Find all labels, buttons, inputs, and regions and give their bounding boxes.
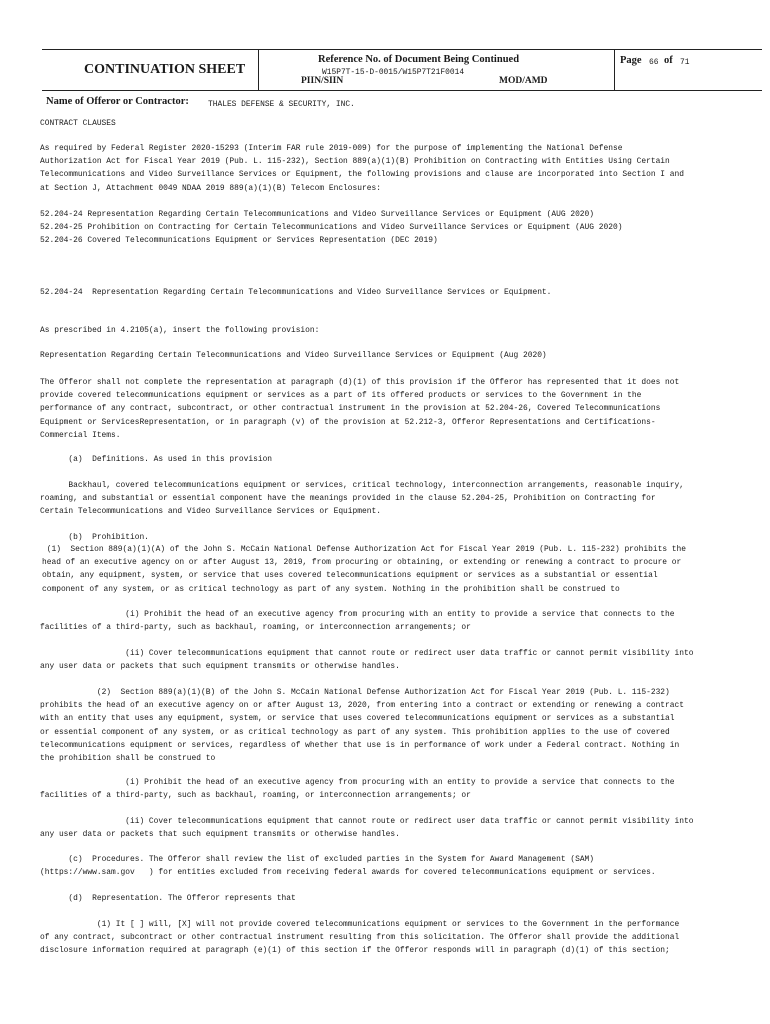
prohibition-b2-ii: (ii) Cover telecommunications equipment that cannot route or redirect user data traffic or cannot permit visibility into any user data or packets that such equipment transmits or otherwise handles. — [40, 817, 694, 840]
prohibition-b1: (1) Section 889(a)(1)(A) of the John S. McCain National Defense Authorization Act for Fiscal Year 2019 (Pub. L. 115-232) prohibits the head of an executive agency on or after August 13, 2019, from procuring or obtaining, or extending or renewing a contract to procure or obtain, any equipment, system, or service that uses covered telecommunications equipment or services as a substantial or essential component of any system, or as critical technology as part of any system. Nothing in the prohibition shall be construed to — [42, 545, 686, 594]
clause-list-item: 52.204-26 Covered Telecommunications Equipment or Services Representation (DEC 2019) — [40, 236, 438, 245]
header-divider-right — [614, 49, 615, 90]
sheet-title: CONTINUATION SHEET — [84, 62, 246, 77]
mod-amd-label: MOD/AMD — [499, 76, 548, 86]
header-top-rule — [42, 49, 762, 50]
prescribed-text: As prescribed in 4.2105(a), insert the following provision: — [40, 326, 320, 335]
prohibition-b1-ii: (ii) Cover telecommunications equipment that cannot route or redirect user data traffic or cannot permit visibility into any user data or packets that such equipment transmits or otherwise handles. — [40, 649, 694, 672]
page-total: 71 — [680, 58, 690, 67]
prohibition-b2-i: (i) Prohibit the head of an executive agency from procuring with an entity to provide a service that connects to the facilities of a third-party, such as backhaul, roaming, or interconnection arrangements; or — [40, 778, 675, 801]
reference-label: Reference No. of Document Being Continued — [318, 54, 520, 65]
prohibition-b1-i: (i) Prohibit the head of an executive agency from procuring with an entity to provide a service that connects to the facilities of a third-party, such as backhaul, roaming, or interconnection arrangements; or — [40, 610, 675, 633]
offeror-name: THALES DEFENSE & SECURITY, INC. — [208, 100, 355, 109]
prohibition-heading: (b) Prohibition. — [40, 533, 149, 542]
offeror-paragraph: The Offeror shall not complete the representation at paragraph (d)(1) of this provision if the Offeror has represented that it does not provide covered telecommunications equipment or services as a part of its offered products or services to the Government in the performance of any contract, subcontract, or other contractual instrument in the provision at 52.204-26, Covered Telecommunications Equipment or ServicesRepresentation, or in paragraph (v) of the provision at 52.212-3, Offeror Representations and Certifications- Commercial Items. — [40, 378, 680, 440]
piin-label: PIIN/SIIN — [301, 76, 344, 86]
reference-number: W15P7T-15-D-0015/W15P7T21F0014 — [322, 68, 465, 77]
representation-d1: (1) It [ ] will, [X] will not provide covered telecommunications equipment or services to the Government in the performance of any contract, subcontract or other contractual instrument resulting from this solicitation. The Offeror shall provide the additional disclosure information required at paragraph (e)(1) of this section if the Offeror responds will in paragraph (d)(1) of this section; — [40, 920, 680, 956]
definitions-heading: (a) Definitions. As used in this provision — [40, 455, 273, 464]
header-divider-left — [258, 49, 259, 90]
representation-heading: (d) Representation. The Offeror represents that — [40, 894, 296, 903]
header-bottom-rule — [42, 90, 762, 91]
definitions-paragraph: Backhaul, covered telecommunications equipment or services, critical technology, interconnection arrangements, reasonable inquiry, roaming, and substantial or essential component have the meanings provided in the clause 52.204-25, Prohibition on Contracting for Certain Telecommunications and Video Surveillance Services or Equipment. — [40, 481, 684, 517]
clause-list-item: 52.204-25 Prohibition on Contracting for Certain Telecommunications and Video Surveillance Services or Equipment (AUG 2020) — [40, 223, 623, 232]
section-title: CONTRACT CLAUSES — [40, 119, 116, 128]
page-current: 66 — [649, 58, 659, 67]
clause-heading: 52.204-24 Representation Regarding Certain Telecommunications and Video Surveillance Services or Equipment. — [40, 288, 552, 297]
intro-paragraph: As required by Federal Register 2020-15293 (Interim FAR rule 2019-009) for the purpose of implementing the National Defense Authorization Act for Fiscal Year 2019 (Pub. L. 115-232), Section 889(a)(1)(B) Prohibition on Contracting with Entities Using Certain Telecommunications and Video Surveillance Services or Equipment, the following provisions and clause are incorporated into Section I and at Section J, Attachment 0049 NDAA 2019 889(a)(1)(B) Telecom Enclosures: — [40, 144, 684, 193]
page-label: Page — [620, 55, 642, 66]
offeror-label: Name of Offeror or Contractor: — [46, 96, 189, 107]
procedures-paragraph: (c) Procedures. The Offeror shall review the list of excluded parties in the System for Award Management (SAM) (https://www.sam.gov ) for entities excluded from receiving federal awards for covered telecommunications equipment or services. — [40, 855, 656, 878]
clause-list-item: 52.204-24 Representation Regarding Certain Telecommunications and Video Surveillance Services or Equipment (AUG 2020) — [40, 210, 595, 219]
provision-title: Representation Regarding Certain Telecommunications and Video Surveillance Services or Equipment (Aug 2020) — [40, 351, 547, 360]
page-of-label: of — [664, 55, 673, 66]
prohibition-b2: (2) Section 889(a)(1)(B) of the John S. McCain National Defense Authorization Act for Fiscal Year 2019 (Pub. L. 115-232) prohibits the head of an executive agency on or after August 13, 2020, from entering into a contract or extending or renewing a contract with an entity that uses any equipment, system, or service that uses covered telecommunications equipment or services as a substantial or essential component of any system, or as critical technology as part of any system. This prohibition applies to the use of covered telecommunications equipment or services, regardless of whether that use is in performance of work under a Federal contract. Nothing in the prohibition shall be construed to — [40, 688, 684, 764]
